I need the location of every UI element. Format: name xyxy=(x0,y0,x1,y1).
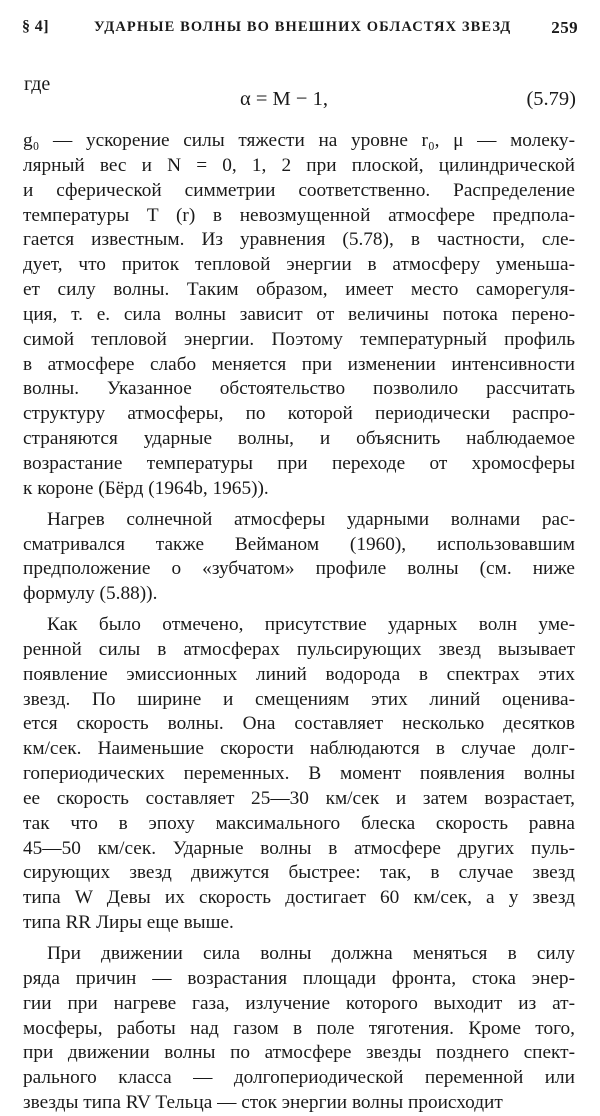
text-line: Как было отмечено, присутствие ударных волн уме- xyxy=(47,614,575,636)
paragraph xyxy=(23,508,575,607)
text-line: температуры T (r) в невозмущенной атмосфере предпола- xyxy=(23,204,575,226)
text-line: ция, т. е. сила волны зависит от величины потока перено- xyxy=(23,303,575,325)
text-line: структуру атмосферы, по которой периодически распро- xyxy=(23,403,575,425)
text-line: дует, что приток тепловой энергии в атмосферу уменьша- xyxy=(23,254,575,276)
page-number: 259 xyxy=(551,18,578,37)
text-line: сматривался также Вейманом (1960), использовавшим xyxy=(23,533,575,555)
text-line: типа RR Лиры еще выше. xyxy=(23,912,234,934)
text-line: звезды типа RV Тельца — сток энергии волны происходит xyxy=(23,1092,503,1114)
text-line: 45—50 км/сек. Ударные волны в атмосфере других пуль- xyxy=(23,837,575,859)
text-line: сирующих звезд движутся быстрее: так, в случае звезд xyxy=(23,862,575,884)
text-line: ряда причин — возрастания площади фронта, стока энер- xyxy=(23,967,575,989)
text-line: звезд. По ширине и смещениям этих линий оценива- xyxy=(23,688,575,710)
text-line: лярный вес и N = 0, 1, 2 при плоской, цилиндрической xyxy=(23,154,575,176)
equation-number: (5.79) xyxy=(526,88,576,110)
text-line: рального класса — долгопериодической переменной или xyxy=(23,1067,575,1089)
paragraph xyxy=(23,942,575,1116)
equation-formula: α = M − 1, xyxy=(240,88,328,110)
text-line: ренной силы в атмосферах пульсирующих звезд вызывает xyxy=(23,638,575,660)
where-label: где xyxy=(24,73,51,95)
text-line: при движении волны по атмосфере звезды позднего спект- xyxy=(23,1042,575,1064)
running-header xyxy=(22,12,578,42)
text-line: км/сек. Наименьшие скорости наблюдаются в случае долг- xyxy=(23,738,575,760)
text-line: ет силу волны. Таким образом, имеет место саморегуля- xyxy=(23,279,575,301)
text-line: гии при нагреве газа, излучение которого выходит из ат- xyxy=(23,992,575,1014)
paragraph xyxy=(23,613,575,936)
text-line: возрастание температуры при переходе от хромосферы xyxy=(23,452,575,474)
text-line: предположение о «зубчатом» профиле волны (см. ниже xyxy=(23,558,575,580)
text-line: появление эмиссионных линий водорода в спектрах этих xyxy=(23,663,575,685)
text-line: g₀ — ускорение силы тяжести на уровне r₀, μ — молеку- xyxy=(23,130,575,151)
text-line: в атмосфере слабо меняется при изменении интенсивности xyxy=(23,353,575,375)
text-line: гопериодических переменных. В момент появления волны xyxy=(23,763,575,785)
text-line: При движении сила волны должна меняться в силу xyxy=(47,943,575,964)
text-line: типа W Девы их скорость достигает 60 км/сек, а у звезд xyxy=(23,887,575,909)
text-line: мосферы, работы над газом в поле тяготения. Кроме того, xyxy=(23,1017,575,1039)
text-line: симой тепловой энергии. Поэтому температурный профиль xyxy=(23,328,575,350)
text-line: и сферической симметрии соответственно. Распределение xyxy=(23,179,575,201)
paragraph xyxy=(23,129,575,502)
text-line: так что в эпоху максимального блеска скорость равна xyxy=(23,812,575,834)
text-line: страняются ударные волны, и объяснить наблюдаемое xyxy=(23,428,575,450)
text-line: гается известным. Из уравнения (5.78), в частности, сле- xyxy=(23,229,575,251)
text-line: формулу (5.88)). xyxy=(23,583,158,605)
body-text xyxy=(23,129,575,1116)
text-line: Нагрев солнечной атмосферы ударными волнами рас- xyxy=(47,508,575,530)
section-marker: § 4] xyxy=(22,18,49,35)
text-line: ее скорость составляет 25—30 км/сек и затем возрастает, xyxy=(23,787,575,809)
text-line: ется скорость волны. Она составляет несколько десятков xyxy=(23,713,575,735)
text-line: волны. Указанное обстоятельство позволило рассчитать xyxy=(23,378,575,400)
running-title: УДАРНЫЕ ВОЛНЫ ВО ВНЕШНИХ ОБЛАСТЯХ ЗВЕЗД xyxy=(94,19,512,35)
text-line: к короне (Бёрд (1964b, 1965)). xyxy=(23,477,269,499)
